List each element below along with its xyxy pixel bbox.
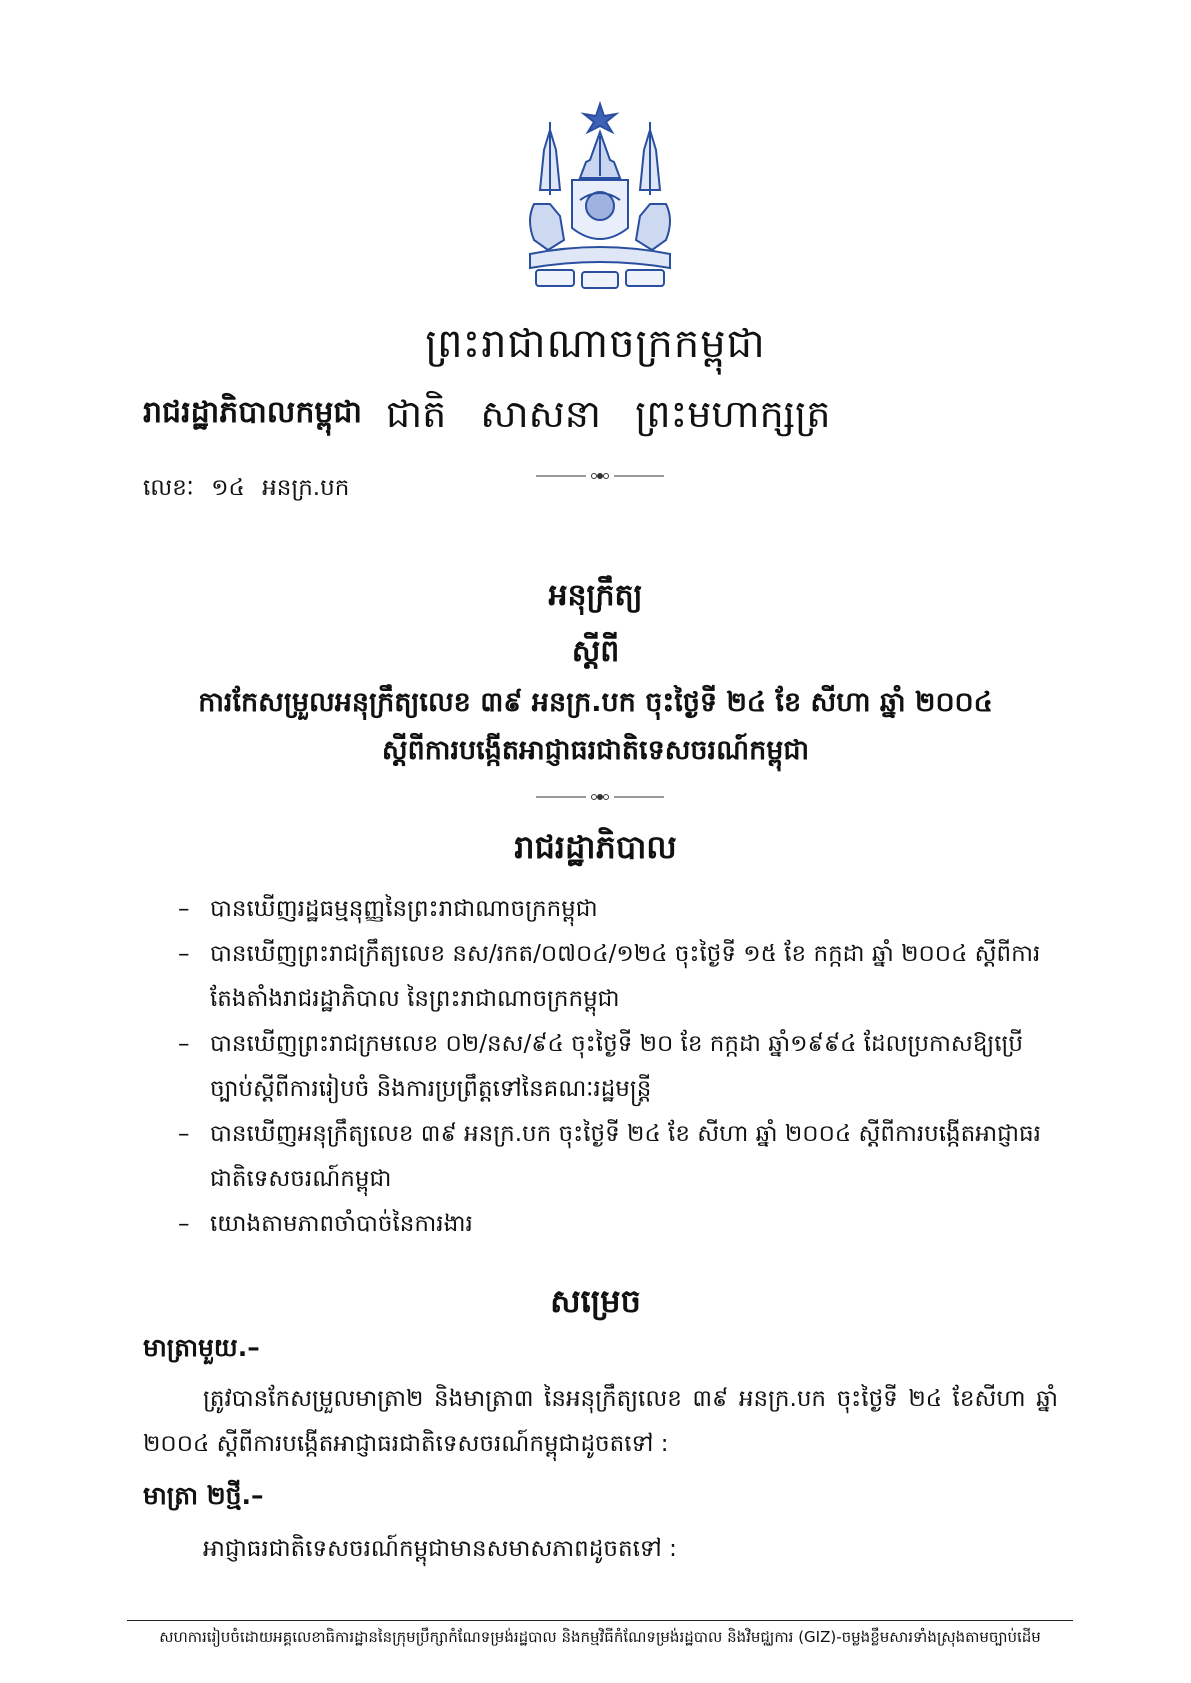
list-item: – បានឃើញអនុក្រឹត្យលេខ ៣៩ អនក្រ.បក ចុះថ្ងៃទី ២៤ ខែ សីហា ឆ្នាំ ២០០៤ ស្តីពីការបង្កើតអាជ្ញាធរជាតិទេសចរណ៍កម្ពុជា	[178, 1121, 1041, 1192]
reference-code: អនក្រ.បក	[262, 475, 350, 501]
article-two-title: មាត្រា ២ថ្មី.–	[143, 1481, 264, 1510]
recitals-list	[178, 887, 1058, 1247]
national-motto: ជាតិ សាសនា ព្រះមហាក្សត្រ	[386, 392, 831, 436]
article-two-text: អាជ្ញាធរជាតិទេសចរណ៍កម្ពុជាមានសមាសភាពដូចតទៅ :	[203, 1536, 677, 1562]
ornament-divider	[536, 466, 664, 476]
document-subject-line2: ស្តីពីការបង្កើតអាជ្ញាធរជាតិទេសចរណ៍កម្ពុជា	[381, 735, 810, 766]
footer-divider	[127, 1620, 1073, 1621]
list-item: – បានឃើញរដ្ឋធម្មនុញ្ញនៃព្រះរាជាណាចក្រកម្ពុជា	[178, 896, 598, 922]
article-one-text: ត្រូវបានកែសម្រួលមាត្រា២ និងមាត្រា៣ នៃអនុក្រឹត្យលេខ ៣៩ អនក្រ.បក ចុះថ្ងៃទី ២៤ ខែសីហា ឆ្នាំ ២០០៤ ស្តីពីការបង្កើតអាជ្ញាធរជាតិទេសចរណ៍កម្ពុជាដូចតទៅ :	[143, 1386, 1058, 1457]
reference-number	[143, 474, 349, 507]
list-item: – បានឃើញព្រះរាជក្រឹត្យលេខ នស/រកត/០៧០៤/១២៤ ចុះថ្ងៃទី ១៥ ខែ កក្កដា ឆ្នាំ ២០០៤ ស្តីពីការតែងតាំងរាជរដ្ឋាភិបាល នៃព្រះរាជាណាចក្រកម្ពុជា	[178, 941, 1041, 1012]
list-item: – យោងតាមភាពចាំបាច់នៃការងារ	[178, 1211, 473, 1237]
list-item: – បានឃើញព្រះរាជក្រមលេខ ០២/នស/៩៤ ចុះថ្ងៃទី ២០ ខែ កក្កដា ឆ្នាំ១៩៩៤ ដែលប្រកាសឱ្យប្រើច្បាប់ស្តីពីការរៀបចំ និងការប្រព្រឹត្តទៅនៃគណៈរដ្ឋមន្ត្រី	[178, 1031, 1023, 1102]
decision-heading: សម្រេច	[550, 1282, 641, 1320]
reference-label: លេខៈ	[143, 475, 194, 501]
footer-note: សហការរៀបចំដោយអគ្គលេខាធិការដ្ឋាននៃក្រុមប្រឹក្សាកំណែទម្រង់រដ្ឋបាល និងកម្មវិធីកំណែទម្រង់រដ្ឋបាល និងវិមជ្ឈការ (GIZ)-ចម្លងខ្លឹមសារទាំងស្រុងតាមច្បាប់ដើម	[159, 1628, 1041, 1646]
government-name: រាជរដ្ឋាភិបាលកម្ពុជា	[143, 395, 362, 430]
article-one-title: មាត្រាមួយ.–	[143, 1333, 260, 1362]
document-subject-line1: ការកែសម្រួលអនុក្រឹត្យលេខ ៣៩ អនក្រ.បក ចុះថ្ងៃទី ២៤ ខែ សីហា ឆ្នាំ ២០០៤	[198, 687, 993, 718]
royal-emblem-icon	[520, 100, 680, 300]
document-type: អនុក្រឹត្យ	[548, 578, 643, 613]
document-about: ស្តីពី	[571, 634, 620, 669]
reference-value: ១៤	[211, 475, 245, 501]
ornament-divider	[536, 787, 664, 797]
kingdom-title: ព្រះរាជាណាចក្រកម្ពុជា	[425, 321, 766, 367]
royal-government-heading: រាជរដ្ឋាភិបាល	[514, 828, 677, 866]
